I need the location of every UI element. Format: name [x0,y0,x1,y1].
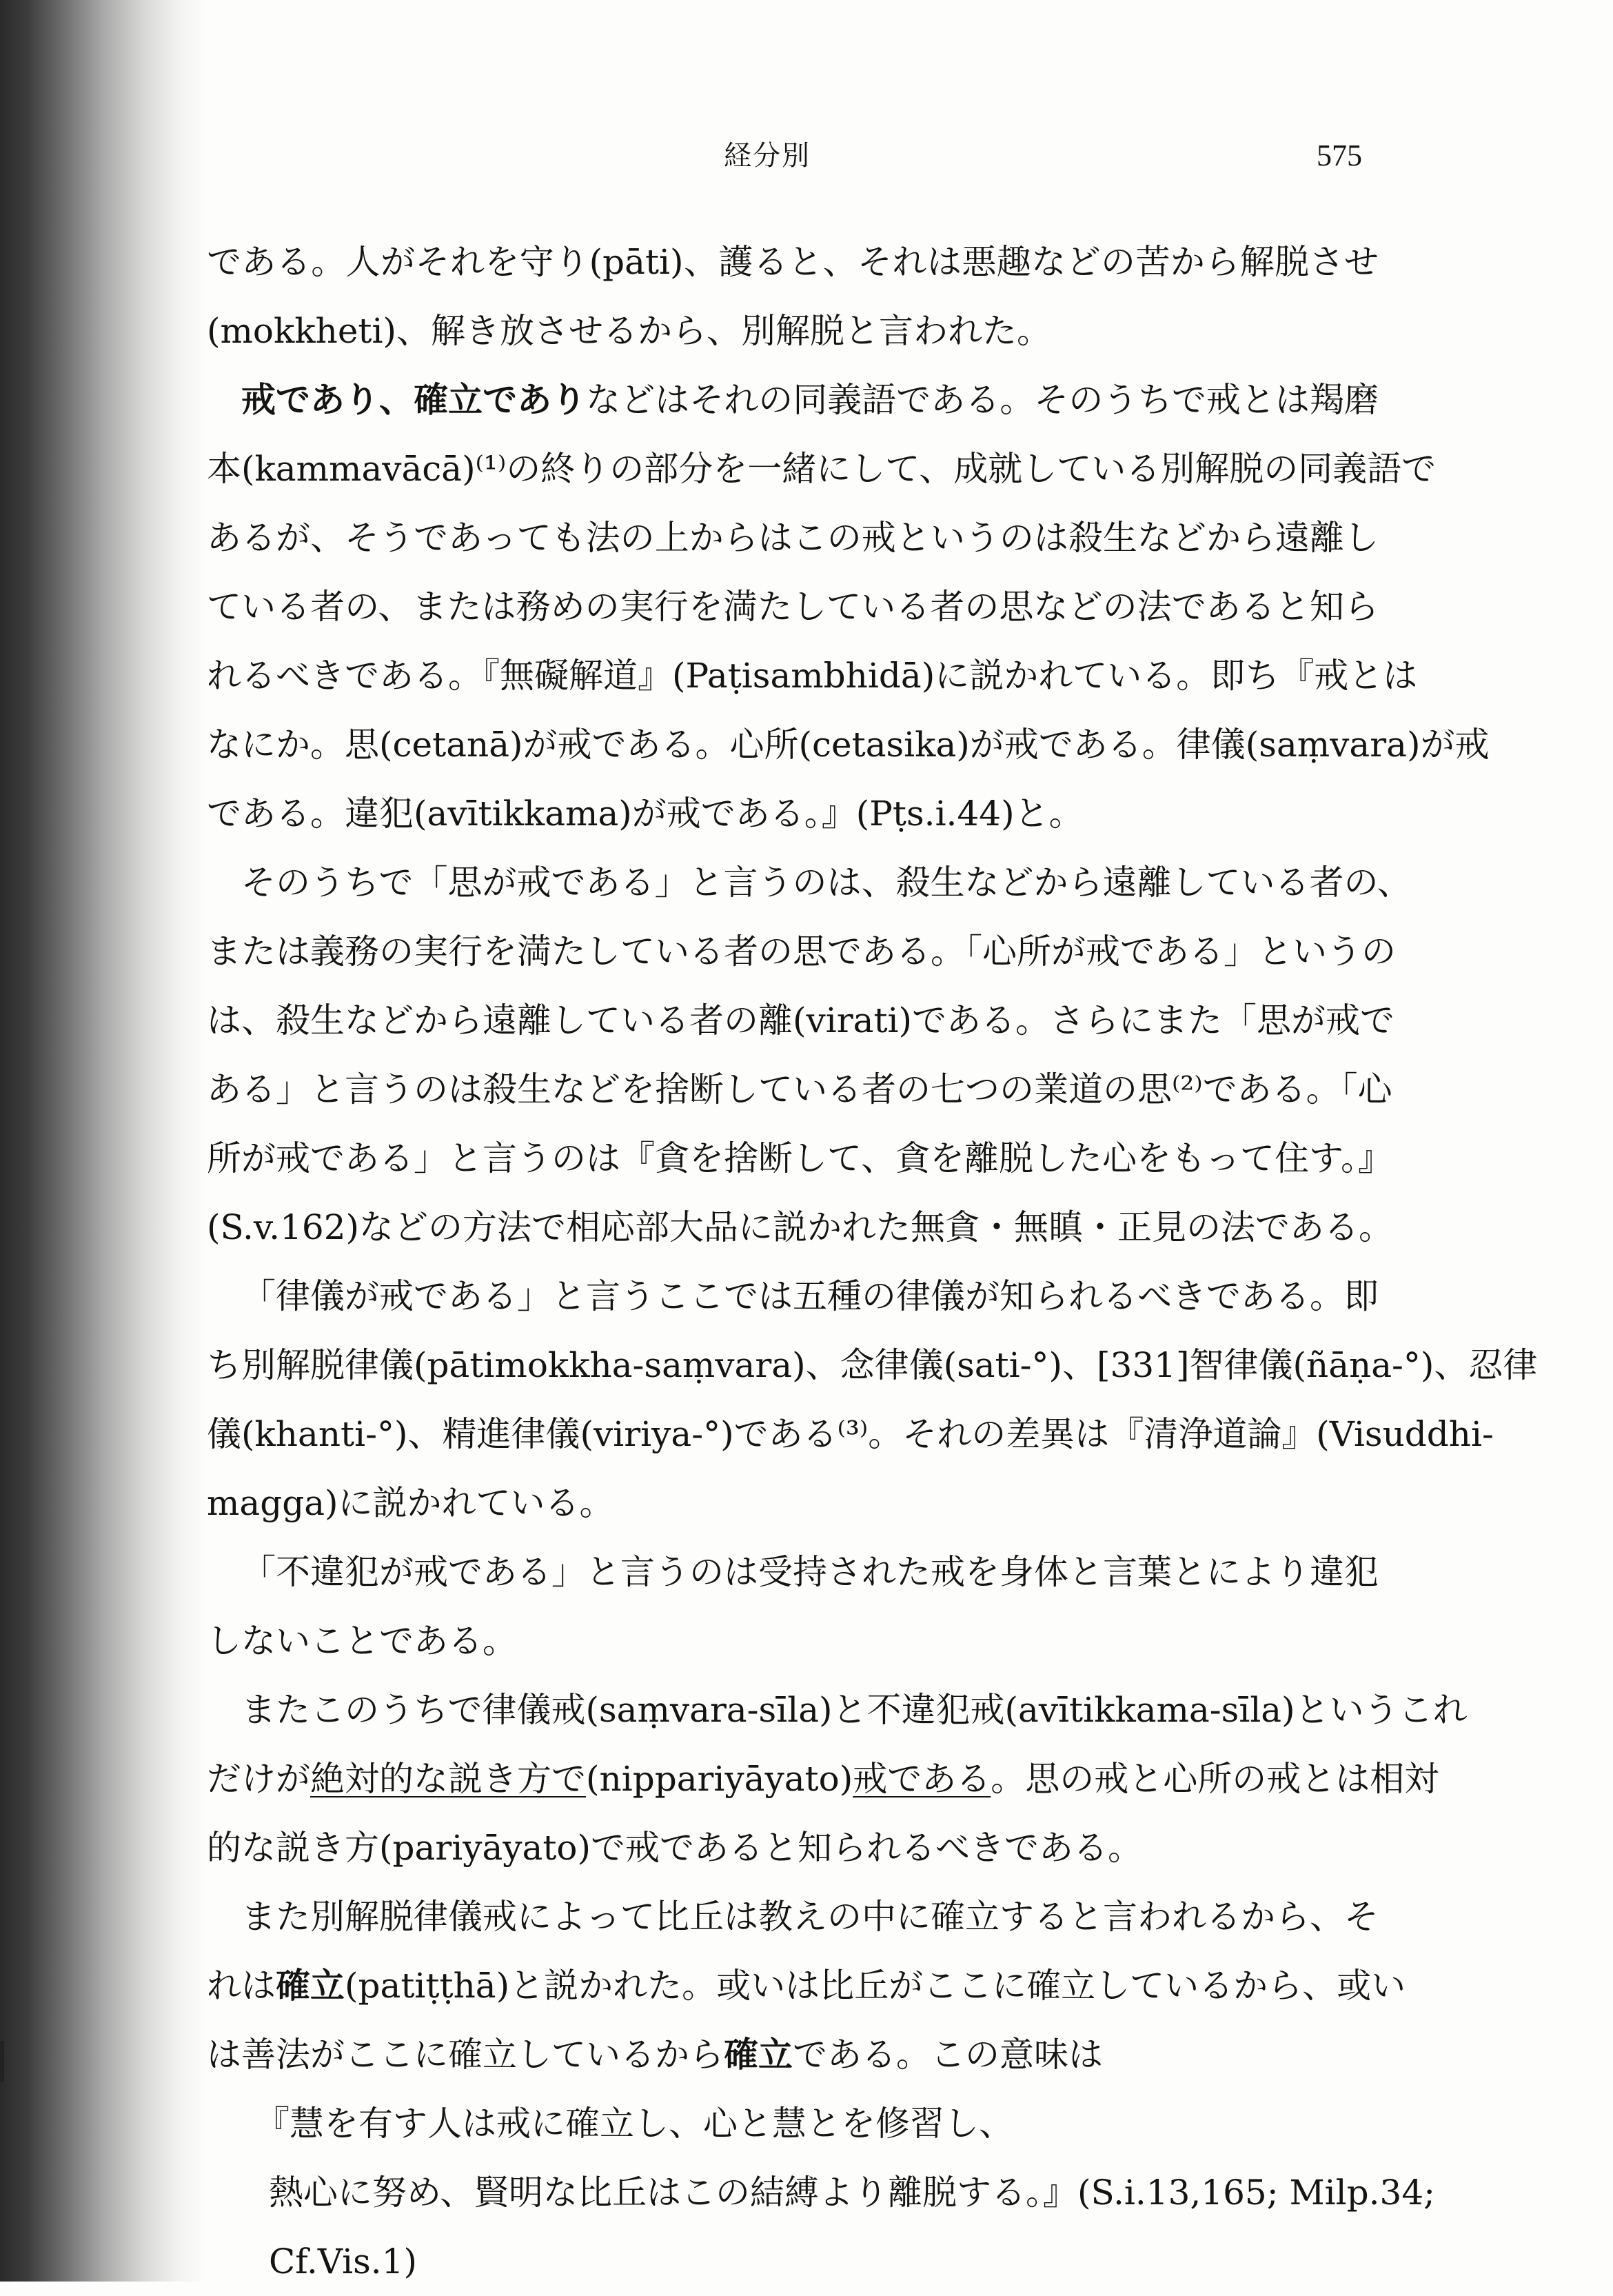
text-span: 。思の戒と心所の戒とは相対 [991,1759,1439,1799]
text-line: magga)に説かれている。 [207,1483,614,1523]
text-line [207,365,1379,434]
text-line: そのうちで「思が戒である」と言うのは、殺生などから遠離している者の、 [241,863,1412,903]
text-line: (S.v.162)などの方法で相応部大品に説かれた無貪・無瞋・正見の法である。 [207,1207,1394,1247]
text-line: しないことである。 [207,1621,517,1661]
running-head: 経分別 [724,140,811,172]
underlined-term: 戒である [853,1759,991,1799]
text-line: 所が戒である」と言うのは『貪を捨断して、貪を離脱した心をもって住す。』 [207,1138,1392,1178]
text-line: は、殺生などから遠離している者の離(virati)である。さらにまた「思が戒で [207,1000,1395,1040]
text-span: (nippariyāyato) [586,1759,853,1799]
page-number: 575 [1317,139,1362,172]
bold-term: 戒であり、確立であり [241,379,587,420]
text-line: 「不違犯が戒である」と言うのは受持された戒を身体と言葉とにより違犯 [241,1552,1379,1592]
text-line: 的な説き方(pariyāyato)で戒であると知られるべきである。 [207,1828,1143,1868]
text-line: 儀(khanti-°)、精進律儀(viriya-°)である⁽³⁾。それの差異は『清浄道論』(Visuddhi- [207,1414,1494,1454]
text-line: あるが、そうであっても法の上からはこの戒というのは殺生などから遠離し [207,518,1379,558]
text-line: ある」と言うのは殺生などを捨断している者の七つの業道の思⁽²⁾である。「心 [207,1069,1392,1109]
text-line: なにか。思(cetanā)が戒である。心所(cetasika)が戒である。律儀(saṃvara)が戒 [207,725,1490,765]
text-span: は善法がここに確立しているから [207,2035,724,2075]
text-line: ち別解脱律儀(pātimokkha-saṃvara)、念律儀(sati-°)、[331]智律儀(ñāṇa-°)、忍律 [207,1345,1538,1385]
bold-term: 確立 [724,2034,793,2075]
underlined-term: 絶対的な説き方で [310,1759,586,1799]
text-span: などはそれの同義語である。そのうちで戒とは羯磨 [586,380,1379,420]
binding-mark [0,2041,4,2082]
text-line [207,2020,1379,2089]
page-header [0,135,1613,177]
text-line [207,1744,1439,1813]
body-text [207,228,1538,2296]
text-span: である。この意味は [793,2035,1103,2075]
text-line: また別解脱律儀戒によって比丘は教えの中に確立すると言われるから、そ [241,1897,1379,1937]
text-line: ている者の、または務めの実行を満たしている者の思などの法であると知ら [207,587,1379,627]
text-line: 本(kammavācā)⁽¹⁾の終りの部分を一緒にして、成就している別解脱の同義語で [207,449,1437,489]
binding-shadow [0,0,207,2282]
text-line [207,1951,1406,2020]
verse-line: 『慧を有す人は戒に確立し、心と慧とを修習し、 [255,2104,1013,2144]
text-span: (patiṭṭhā)と説かれた。或いは比丘がここに確立しているから、或い [345,1966,1406,2006]
text-span: れは [207,1966,276,2006]
verse-line: Cf.Vis.1) [269,2242,417,2282]
bold-term: 確立 [276,1965,345,2006]
text-line: 「律儀が戒である」と言うここでは五種の律儀が知られるべきである。即 [241,1276,1379,1316]
text-line: (mokkheti)、解き放させるから、別解脱と言われた。 [207,311,1051,351]
text-line: である。人がそれを守り(pāti)、護ると、それは悪趣などの苦から解脱させ [207,242,1379,282]
text-line: またこのうちで律儀戒(saṃvara-sīla)と不違犯戒(avītikkama-sīla)というこれ [241,1690,1468,1730]
verse-line: 熱心に努め、賢明な比丘はこの結縛より離脱する。』(S.i.13,165; Milp.34; [269,2173,1435,2213]
text-line: である。違犯(avītikkama)が戒である。』(Pṭs.i.44)と。 [207,794,1084,834]
text-span: だけが [207,1759,310,1799]
text-line: または義務の実行を満たしている者の思である。「心所が戒である」というの [207,932,1396,971]
text-line: れるべきである。『無礙解道』(Paṭisambhidā)に説かれている。即ち『戒とは [207,656,1418,696]
